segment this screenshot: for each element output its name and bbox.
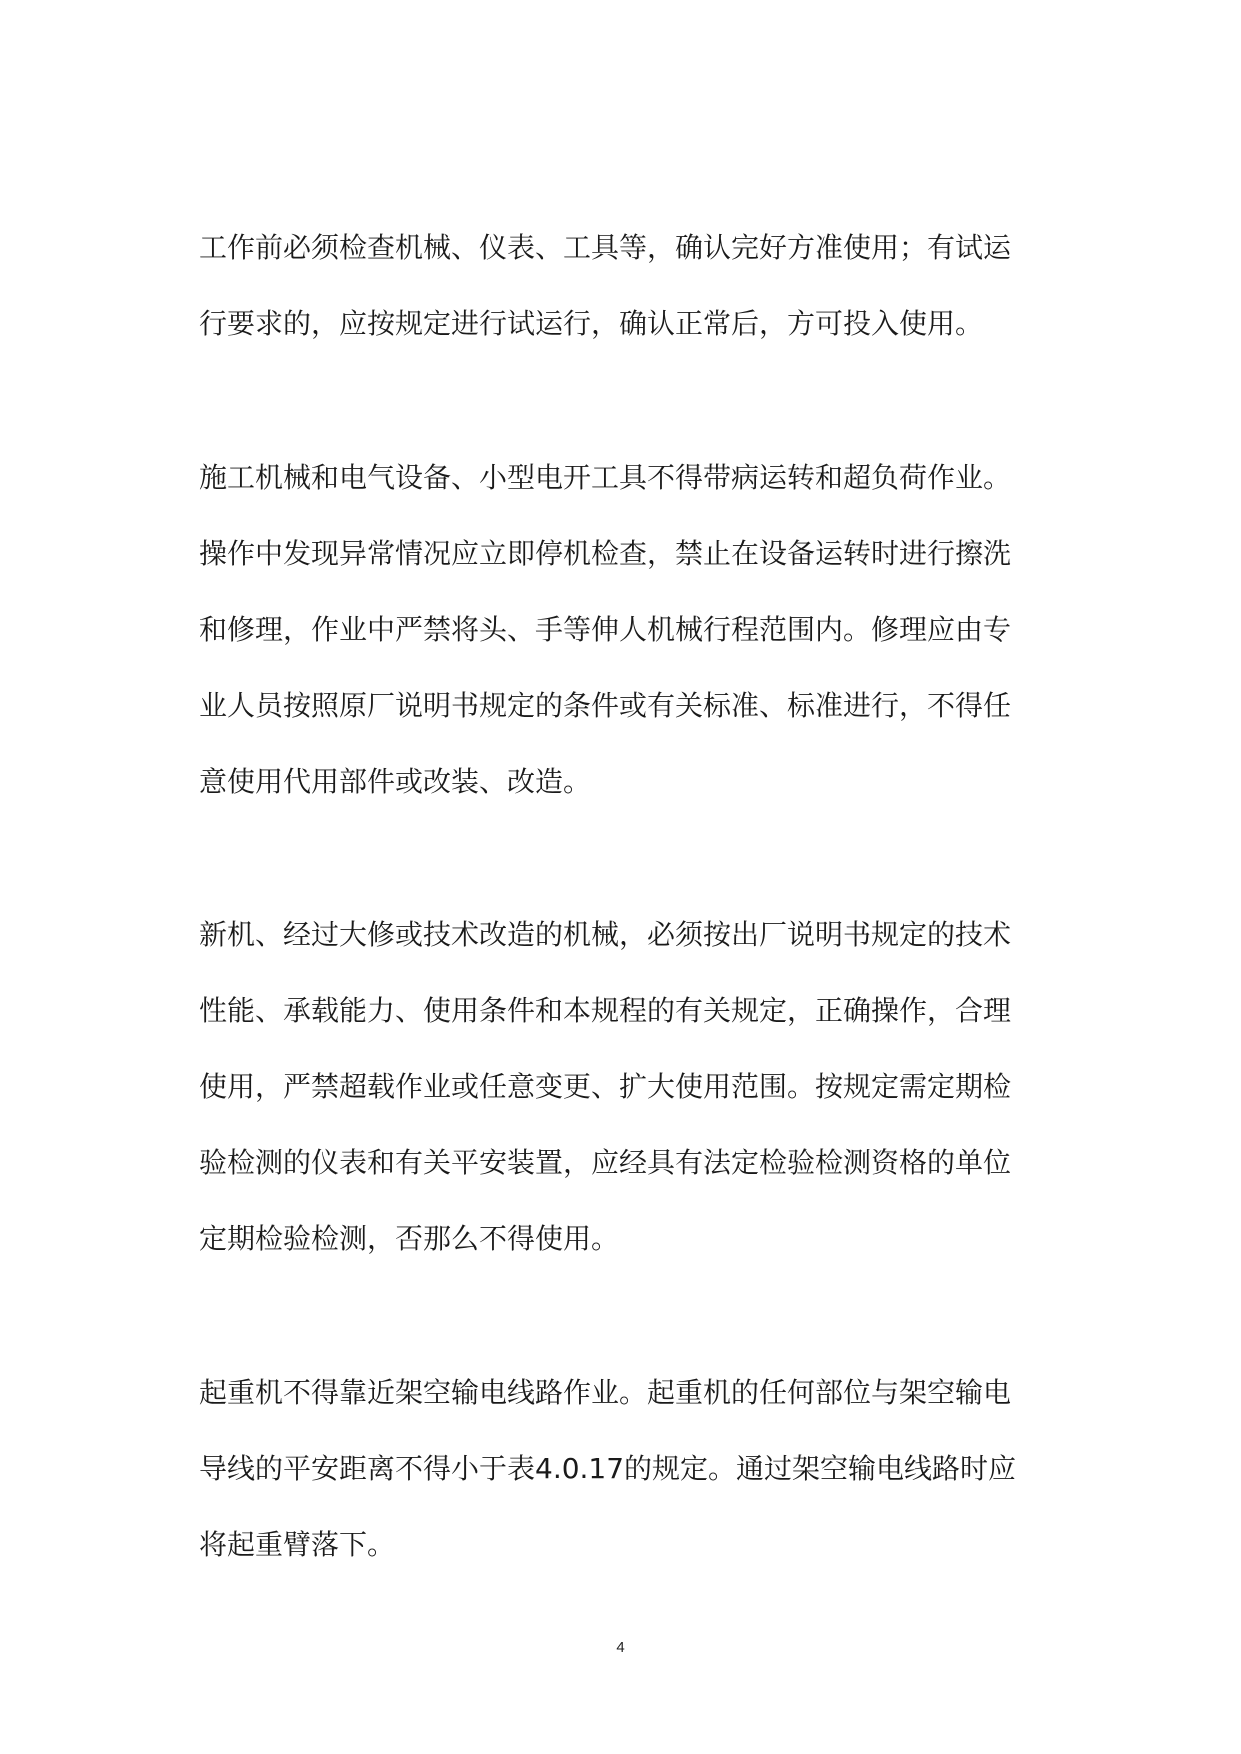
paragraph-2-line-4: 业人员按照原厂说明书规定的条件或有关标准、标准进行，不得任 — [199, 689, 1012, 722]
paragraph-2-line-3: 和修理，作业中严禁将头、手等伸人机械行程范围内。修理应由专 — [199, 613, 1012, 646]
paragraph-4-line-3: 将起重臂落下。 — [199, 1528, 396, 1561]
paragraph-3-line-1: 新机、经过大修或技术改造的机械，必须按出厂说明书规定的技术 — [199, 918, 1012, 951]
paragraph-3-line-5: 定期检验检测，否那么不得使用。 — [199, 1222, 620, 1255]
paragraph-2-line-1: 施工机械和电气设备、小型电开工具不得带病运转和超负荷作业。 — [199, 461, 1012, 494]
paragraph-4-line-2: 导线的平安距离不得小于表4.0.17的规定。通过架空输电线路时应 — [199, 1452, 1017, 1485]
paragraph-4-line-1: 起重机不得靠近架空输电线路作业。起重机的任何部位与架空输电 — [199, 1376, 1012, 1409]
paragraph-3-line-4: 验检测的仪表和有关平安装置，应经具有法定检验检测资格的单位 — [199, 1146, 1012, 1179]
paragraph-2-line-5: 意使用代用部件或改装、改造。 — [199, 765, 592, 798]
paragraph-1-line-2: 行要求的，应按规定进行试运行，确认正常后，方可投入使用。 — [199, 307, 984, 340]
paragraph-1-line-1: 工作前必须检查机械、仪表、工具等，确认完好方准使用；有试运 — [199, 231, 1012, 264]
paragraph-3-line-2: 性能、承载能力、使用条件和本规程的有关规定，正确操作，合理 — [199, 994, 1012, 1027]
page-number: 4 — [616, 1639, 625, 1656]
paragraph-2-line-2: 操作中发现异常情况应立即停机检查，禁止在设备运转时进行擦洗 — [199, 537, 1012, 570]
paragraph-3-line-3: 使用，严禁超载作业或任意变更、扩大使用范围。按规定需定期检 — [199, 1070, 1012, 1103]
